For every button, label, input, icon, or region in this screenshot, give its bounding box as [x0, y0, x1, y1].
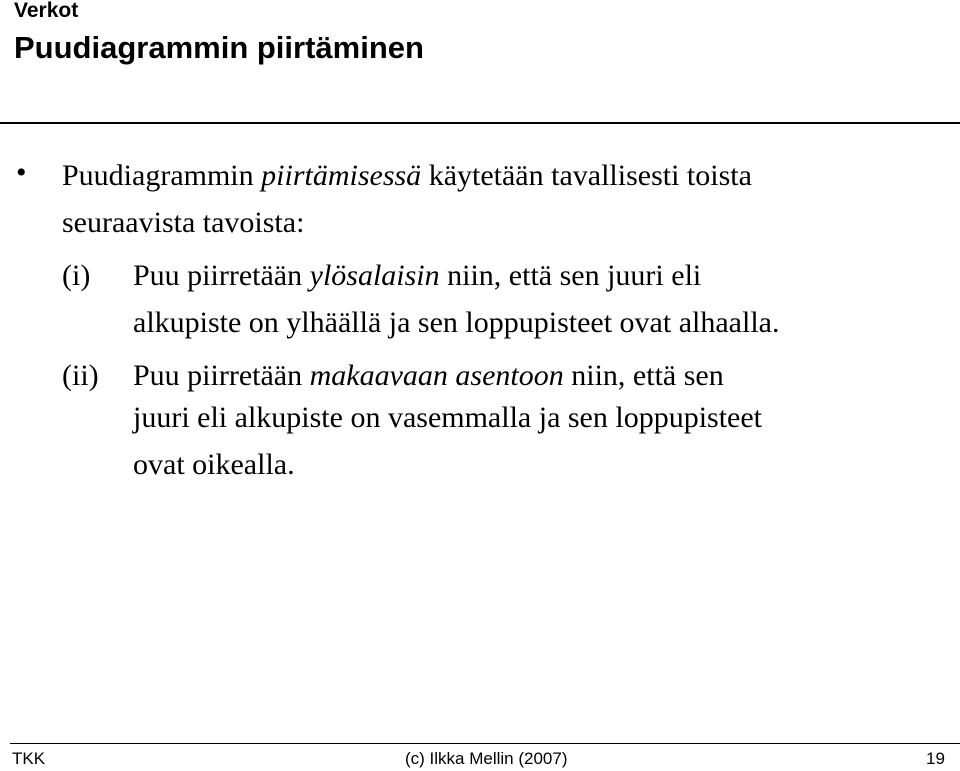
intro-line-1	[62, 152, 752, 199]
intro-text-end: käytetään tavallisesti toista	[421, 159, 752, 192]
item-ii-line-2: juuri eli alkupiste on vasemmalla ja sen loppupisteet	[133, 401, 763, 434]
footer-org: TKK	[12, 749, 46, 768]
title-divider	[0, 122, 960, 124]
item-i-italic-term: ylösalaisin	[309, 259, 440, 292]
intro-italic-term: piirtämisessä	[261, 159, 422, 192]
item-i-text-start: Puu piirretään	[133, 259, 310, 292]
item-label-i: (i)	[62, 259, 91, 292]
item-i-line-1	[133, 252, 701, 299]
item-ii-line-1	[133, 352, 724, 399]
item-i-line-2: alkupiste on ylhäällä ja sen loppupisteet ovat alhaalla.	[133, 306, 780, 339]
intro-line-2: seuraavista tavoista:	[62, 206, 305, 239]
footer-divider	[10, 743, 960, 744]
page-number: 19	[926, 749, 945, 768]
item-label-ii: (ii)	[62, 359, 99, 392]
slide-title: Puudiagrammin piirtäminen	[14, 30, 424, 65]
section-label: Verkot	[14, 0, 79, 22]
footer-copyright: (c) Ilkka Mellin (2007)	[405, 749, 568, 768]
bullet-icon: •	[16, 156, 27, 189]
item-ii-italic-term: makaavaan asentoon	[309, 359, 564, 392]
item-ii-text-end: niin, että sen	[563, 359, 724, 392]
intro-text-start: Puudiagrammin	[62, 159, 262, 192]
item-ii-line-3: ovat oikealla.	[133, 448, 295, 481]
item-i-text-end: niin, että sen juuri eli	[439, 259, 702, 292]
item-ii-text-start: Puu piirretään	[133, 359, 310, 392]
